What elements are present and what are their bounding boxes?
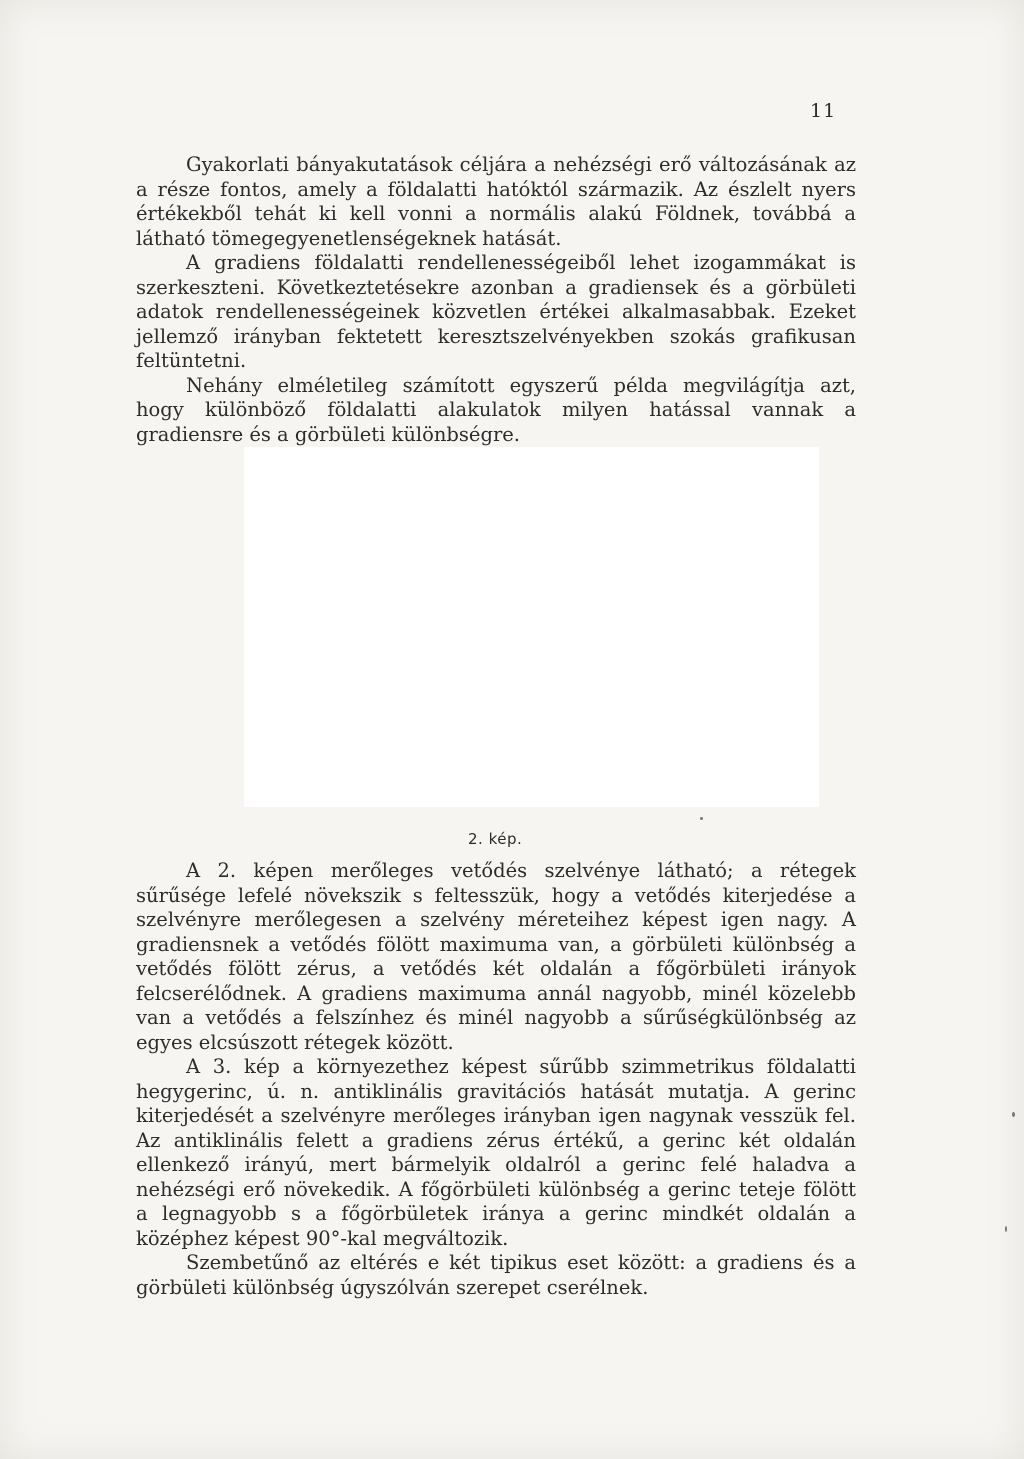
figure-caption: 2. kép.: [468, 830, 523, 848]
text-block-top: [136, 153, 856, 447]
figure-placeholder: [244, 447, 819, 807]
page-number: 11: [810, 100, 837, 122]
paragraph: A 2. képen merőleges vetődés szelvénye látható; a rétegek sűrűsége lefelé növekszik s feltesszük, hogy a vetődés kiterjedése a szelvényre merőlegesen a szelvény méreteihez képest igen nagy. A gradiensnek a vetődés fölött maximuma van, a görbületi különbség a vetődés fölött zérus, a vetődés két oldalán a főgörbületi irányok felcserélődnek. A gradiens maximuma annál nagyobb, minél közelebb van a vetődés a felszínhez és minél nagyobb a sűrűségkülönbség az egyes elcsúszott rétegek között.: [136, 859, 856, 1054]
ink-speck: [1005, 1226, 1007, 1232]
paragraph: Gyakorlati bányakutatások céljára a nehézségi erő változásának az a része fontos, amely a földalatti hatóktól származik. Az észlelt nyers értékekből tehát ki kell vonni a normális alakú Földnek, továbbá a látható tömegegyenetlenségeknek hatását.: [136, 153, 856, 250]
text-block-bottom: [136, 859, 856, 1300]
paragraph: A gradiens földalatti rendellenességeiből lehet izogammákat is szerkeszteni. Következtetésekre azonban a gradiensek és a görbületi adatok rendellenességeinek közvetlen értékei alkalmasabbak. Ezeket jellemző irányban fektetett keresztszelvényekben szokás grafikusan feltüntetni.: [136, 251, 856, 372]
paragraph: Szembetűnő az eltérés e két tipikus eset között: a gradiens és a görbületi különbség úgyszólván szerepet cserélnek.: [136, 1251, 856, 1299]
paragraph: A 3. kép a környezethez képest sűrűbb szimmetrikus földalatti hegygerinc, ú. n. antiklinális gravitációs hatását mutatja. A gerinc kiterjedését a szelvényre merőleges irányban igen nagynak vesszük fel. Az antiklinális felett a gradiens zérus értékű, a gerinc két oldalán ellenkező irányú, mert bármelyik oldalról a gerinc felé haladva a nehézségi erő növekedik. A főgörbületi különbség a gerinc teteje fölött a legnagyobb s a főgörbületek iránya a gerinc mindkét oldalán a középhez képest 90°-kal megváltozik.: [136, 1055, 856, 1250]
paragraph: Nehány elméletileg számított egyszerű példa megvilágítja azt, hogy különböző földalatti alakulatok milyen hatással vannak a gradiensre és a görbületi különbségre.: [136, 373, 856, 446]
ink-speck: [700, 817, 703, 820]
ink-speck: [1012, 1112, 1015, 1117]
